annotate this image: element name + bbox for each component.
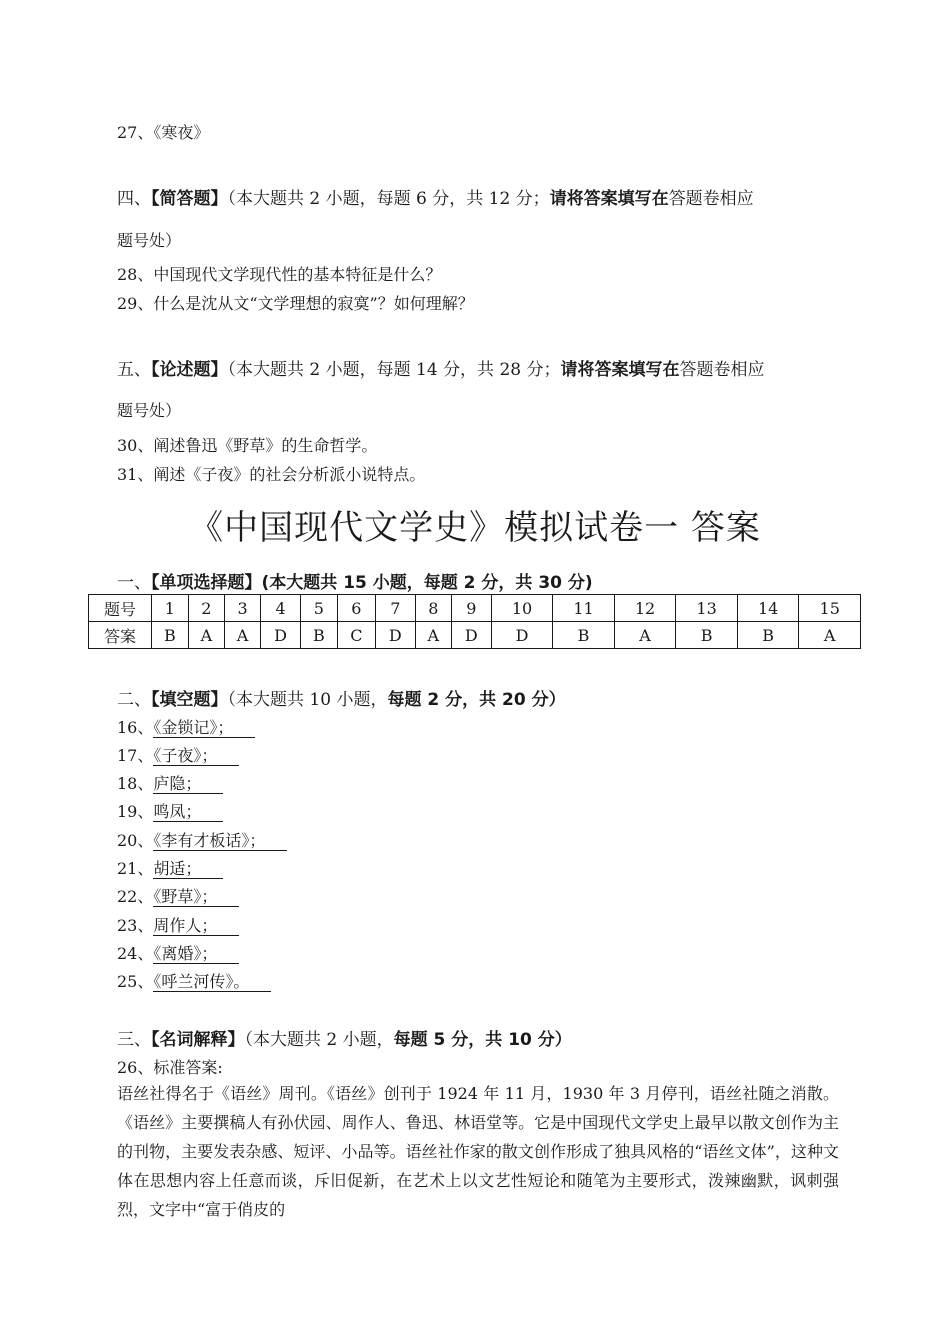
table-cell: 11	[553, 595, 615, 622]
section-name: 【简答题】	[151, 189, 228, 209]
fill-answer-19: 19、鸣凤；	[117, 799, 223, 822]
table-cell: B	[737, 622, 799, 649]
table-cell: 3	[224, 595, 260, 622]
question-27: 27、《寒夜》	[117, 123, 210, 142]
answer-section-1-heading: 一、【单项选择题】(本大题共 15 小题，每题 2 分，共 30 分)	[117, 573, 593, 593]
fill-answer-24: 24、《离婚》；	[117, 941, 239, 964]
fill-answer-18: 18、庐隐；	[117, 771, 223, 794]
answer-title: 《中国现代文学史》模拟试卷一 答案	[189, 508, 761, 548]
fill-answer-23: 23、周作人；	[117, 913, 239, 936]
fill-answer-25: 25、《呼兰河传》。	[117, 969, 271, 992]
table-header-answer: 答案	[89, 622, 152, 649]
answer-table	[88, 594, 861, 649]
table-row-answers	[89, 622, 861, 649]
table-cell: 1	[152, 595, 189, 622]
question-29: 29、什么是沈从文“文学理想的寂寞”？如何理解？	[117, 294, 474, 313]
fill-answer-21: 21、胡适；	[117, 856, 223, 879]
table-cell: 6	[337, 595, 375, 622]
table-cell: A	[188, 622, 224, 649]
table-cell: 2	[188, 595, 224, 622]
table-cell: B	[300, 622, 337, 649]
answer-section-3-heading: 三、【名词解释】（本大题共 2 小题，每题 5 分，共 10 分）	[117, 1030, 572, 1050]
table-cell: 8	[415, 595, 451, 622]
table-header-number: 题号	[89, 595, 152, 622]
question-31: 31、阐述《子夜》的社会分析派小说特点。	[117, 465, 426, 484]
table-cell: C	[337, 622, 375, 649]
answer-section-2-heading: 二、【填空题】（本大题共 10 小题，每题 2 分，共 20 分）	[117, 690, 566, 710]
table-cell: 12	[614, 595, 676, 622]
question-30: 30、阐述鲁迅《野草》的生命哲学。	[117, 436, 378, 455]
answer-26-label: 26、标准答案:	[117, 1058, 223, 1077]
answer-26-text: 语丝社得名于《语丝》周刊。《语丝》创刊于 1924 年 11 月，1930 年 3 月停刊，语丝社随之消散。《语丝》主要撰稿人有孙伏园、周作人、鲁迅、林语堂等。它是中国现代文学史上最早以散文创作为主的刊物，主要发表杂感、短评、小品等。语丝社作家的散文创作形成了独具风格的“语丝文体”，这种文体在思想内容上任意而谈，斥旧促新，在艺术上以文艺性短论和随笔为主要形式，泼辣幽默，讽刺强烈，文字中“富于俏皮的	[117, 1084, 839, 1219]
table-cell: 5	[300, 595, 337, 622]
fill-answer-20: 20、《李有才板话》；	[117, 828, 287, 851]
table-cell: B	[553, 622, 615, 649]
table-cell: 14	[737, 595, 799, 622]
table-cell: B	[152, 622, 189, 649]
table-cell: 13	[676, 595, 738, 622]
section-essay-heading: 五、【论述题】（本大题共 2 小题，每题 14 分，共 28 分；请将答案填写在答题卷相应	[117, 360, 765, 380]
table-cell: D	[451, 622, 491, 649]
table-cell: D	[491, 622, 553, 649]
fill-answer-22: 22、《野草》；	[117, 884, 239, 907]
table-cell: D	[261, 622, 301, 649]
question-28: 28、中国现代文学现代性的基本特征是什么？	[117, 265, 442, 284]
table-cell: B	[676, 622, 738, 649]
table-cell: A	[799, 622, 861, 649]
table-row-numbers	[89, 595, 861, 622]
table-cell: D	[375, 622, 415, 649]
section-essay-heading-cont: 题号处）	[117, 401, 182, 420]
table-cell: 15	[799, 595, 861, 622]
fill-answer-17: 17、《子夜》；	[117, 743, 239, 766]
table-cell: A	[415, 622, 451, 649]
table-cell: A	[614, 622, 676, 649]
table-cell: 9	[451, 595, 491, 622]
table-cell: 10	[491, 595, 553, 622]
fill-answer-16: 16、《金锁记》；	[117, 715, 255, 738]
section-name: 【论述题】	[151, 360, 228, 380]
table-cell: 7	[375, 595, 415, 622]
section-short-answer-heading-cont: 题号处）	[117, 231, 182, 250]
table-cell: A	[224, 622, 260, 649]
table-cell: 4	[261, 595, 301, 622]
section-short-answer-heading: 四、【简答题】（本大题共 2 小题，每题 6 分，共 12 分；请将答案填写在答题卷相应	[117, 189, 754, 209]
